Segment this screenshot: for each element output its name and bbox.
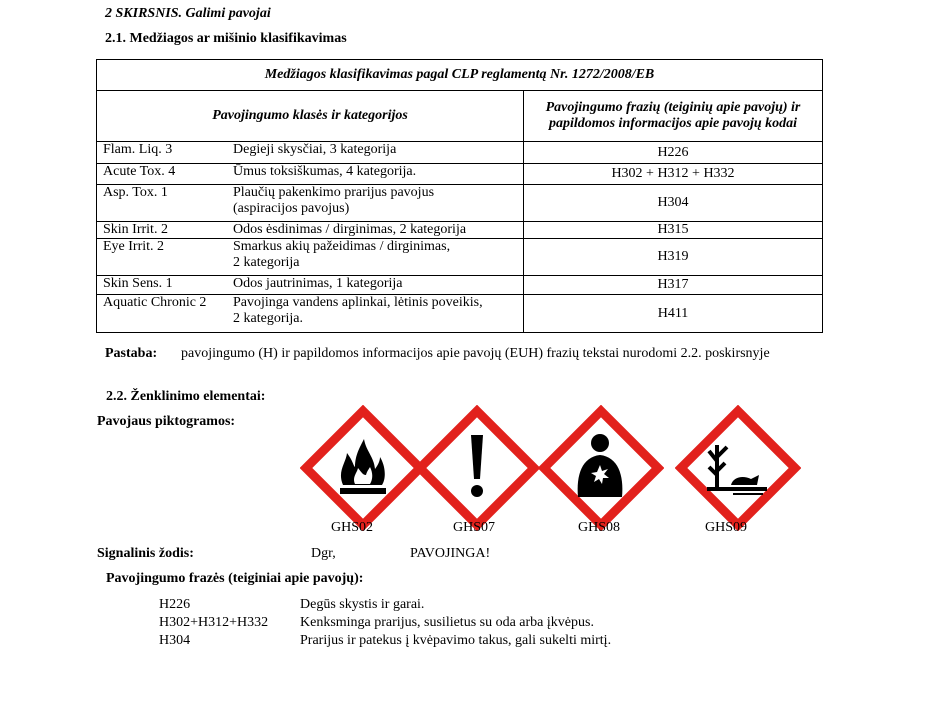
table-row [97, 164, 823, 185]
pictogram-code: GHS09 [704, 520, 747, 535]
section-title: 2 SKIRSNIS. Galimi pavojai [105, 6, 271, 21]
table-row [97, 142, 823, 164]
hazard-phrase-code: H226 [159, 597, 191, 612]
hazard-code: H319 [524, 239, 823, 276]
hazard-class: Flam. Liq. 3 [97, 142, 228, 164]
note-text: pavojingumo (H) ir papildomos informacijos apie pavojų (EUH) frazių tekstai nurodomi 2.2. poskirsnyje [181, 346, 770, 361]
hazard-code: H226 [524, 142, 823, 164]
hazard-class: Skin Sens. 1 [97, 276, 228, 295]
header-hazard-codes-line2: papildomos informacijos apie pavojų kodai [548, 116, 798, 131]
header-hazard-codes-line1: Pavojingumo frazių (teiginių apie pavojų) ir [545, 100, 801, 115]
hazard-category: Odos ėsdinimas / dirginimas, 2 kategorija [227, 222, 524, 239]
table-row [97, 295, 823, 333]
health-hazard-icon [538, 405, 664, 531]
environment-icon [675, 405, 801, 531]
hazard-class: Skin Irrit. 2 [97, 222, 228, 239]
table-header-row [97, 91, 823, 142]
flame-icon [300, 405, 426, 531]
hazard-class: Eye Irrit. 2 [97, 239, 228, 276]
hazard-class: Asp. Tox. 1 [97, 185, 228, 222]
pictograms-label: Pavojaus piktogramos: [97, 414, 236, 429]
pictogram-code: GHS02 [330, 520, 373, 535]
hazard-code: H315 [524, 222, 823, 239]
table-row [97, 276, 823, 295]
signal-word-abbrev: Dgr, [311, 546, 336, 561]
exclamation-icon [414, 405, 540, 531]
labelling-subtitle: 2.2. Ženklinimo elementai: [106, 389, 266, 404]
signal-word-label: Signalinis žodis: [97, 546, 194, 561]
hazard-code: H317 [524, 276, 823, 295]
table-row [97, 222, 823, 239]
hazard-category: Pavojinga vandens aplinkai, lėtinis poveikis, 2 kategorija. [227, 295, 524, 333]
hazard-phrase-code: H304 [159, 633, 191, 648]
hazard-code: H304 [524, 185, 823, 222]
hazard-code: H302 + H312 + H332 [524, 164, 823, 185]
pictogram-code: GHS07 [452, 520, 495, 535]
hazard-phrases-title: Pavojingumo frazės (teiginiai apie pavojų): [106, 571, 364, 586]
hazard-phrase-code: H302+H312+H332 [159, 615, 269, 630]
table-title-row [97, 60, 823, 91]
hazard-code: H411 [524, 295, 823, 333]
hazard-category: Plaučių pakenkimo prarijus pavojus (aspiracijos pavojus) [227, 185, 524, 222]
hazard-category: Degieji skysčiai, 3 kategorija [227, 142, 524, 164]
signal-word: PAVOJINGA! [410, 546, 491, 561]
hazard-category: Smarkus akių pažeidimas / dirginimas, 2 kategorija [227, 239, 524, 276]
table-row [97, 239, 823, 276]
hazard-phrase-text: Kenksminga prarijus, susilietus su oda arba įkvėpus. [300, 615, 594, 630]
hazard-phrase-text: Degūs skystis ir garai. [300, 597, 425, 612]
hazard-category: Ūmus toksiškumas, 4 kategorija. [227, 164, 524, 185]
header-hazard-codes [524, 91, 823, 142]
header-hazard-classes: Pavojingumo klasės ir kategorijos [97, 91, 524, 142]
table-title: Medžiagos klasifikavimas pagal CLP reglamentą Nr. 1272/2008/EB [97, 60, 823, 91]
table-row [97, 185, 823, 222]
hazard-category: Odos jautrinimas, 1 kategorija [227, 276, 524, 295]
pictogram-code: GHS08 [577, 520, 620, 535]
hazard-class: Aquatic Chronic 2 [97, 295, 228, 333]
hazard-class: Acute Tox. 4 [97, 164, 228, 185]
classification-subtitle: 2.1. Medžiagos ar mišinio klasifikavimas [105, 31, 347, 46]
classification-table [96, 59, 823, 333]
note-label: Pastaba: [105, 346, 158, 361]
hazard-phrase-text: Prarijus ir patekus į kvėpavimo takus, gali sukelti mirtį. [300, 633, 612, 648]
